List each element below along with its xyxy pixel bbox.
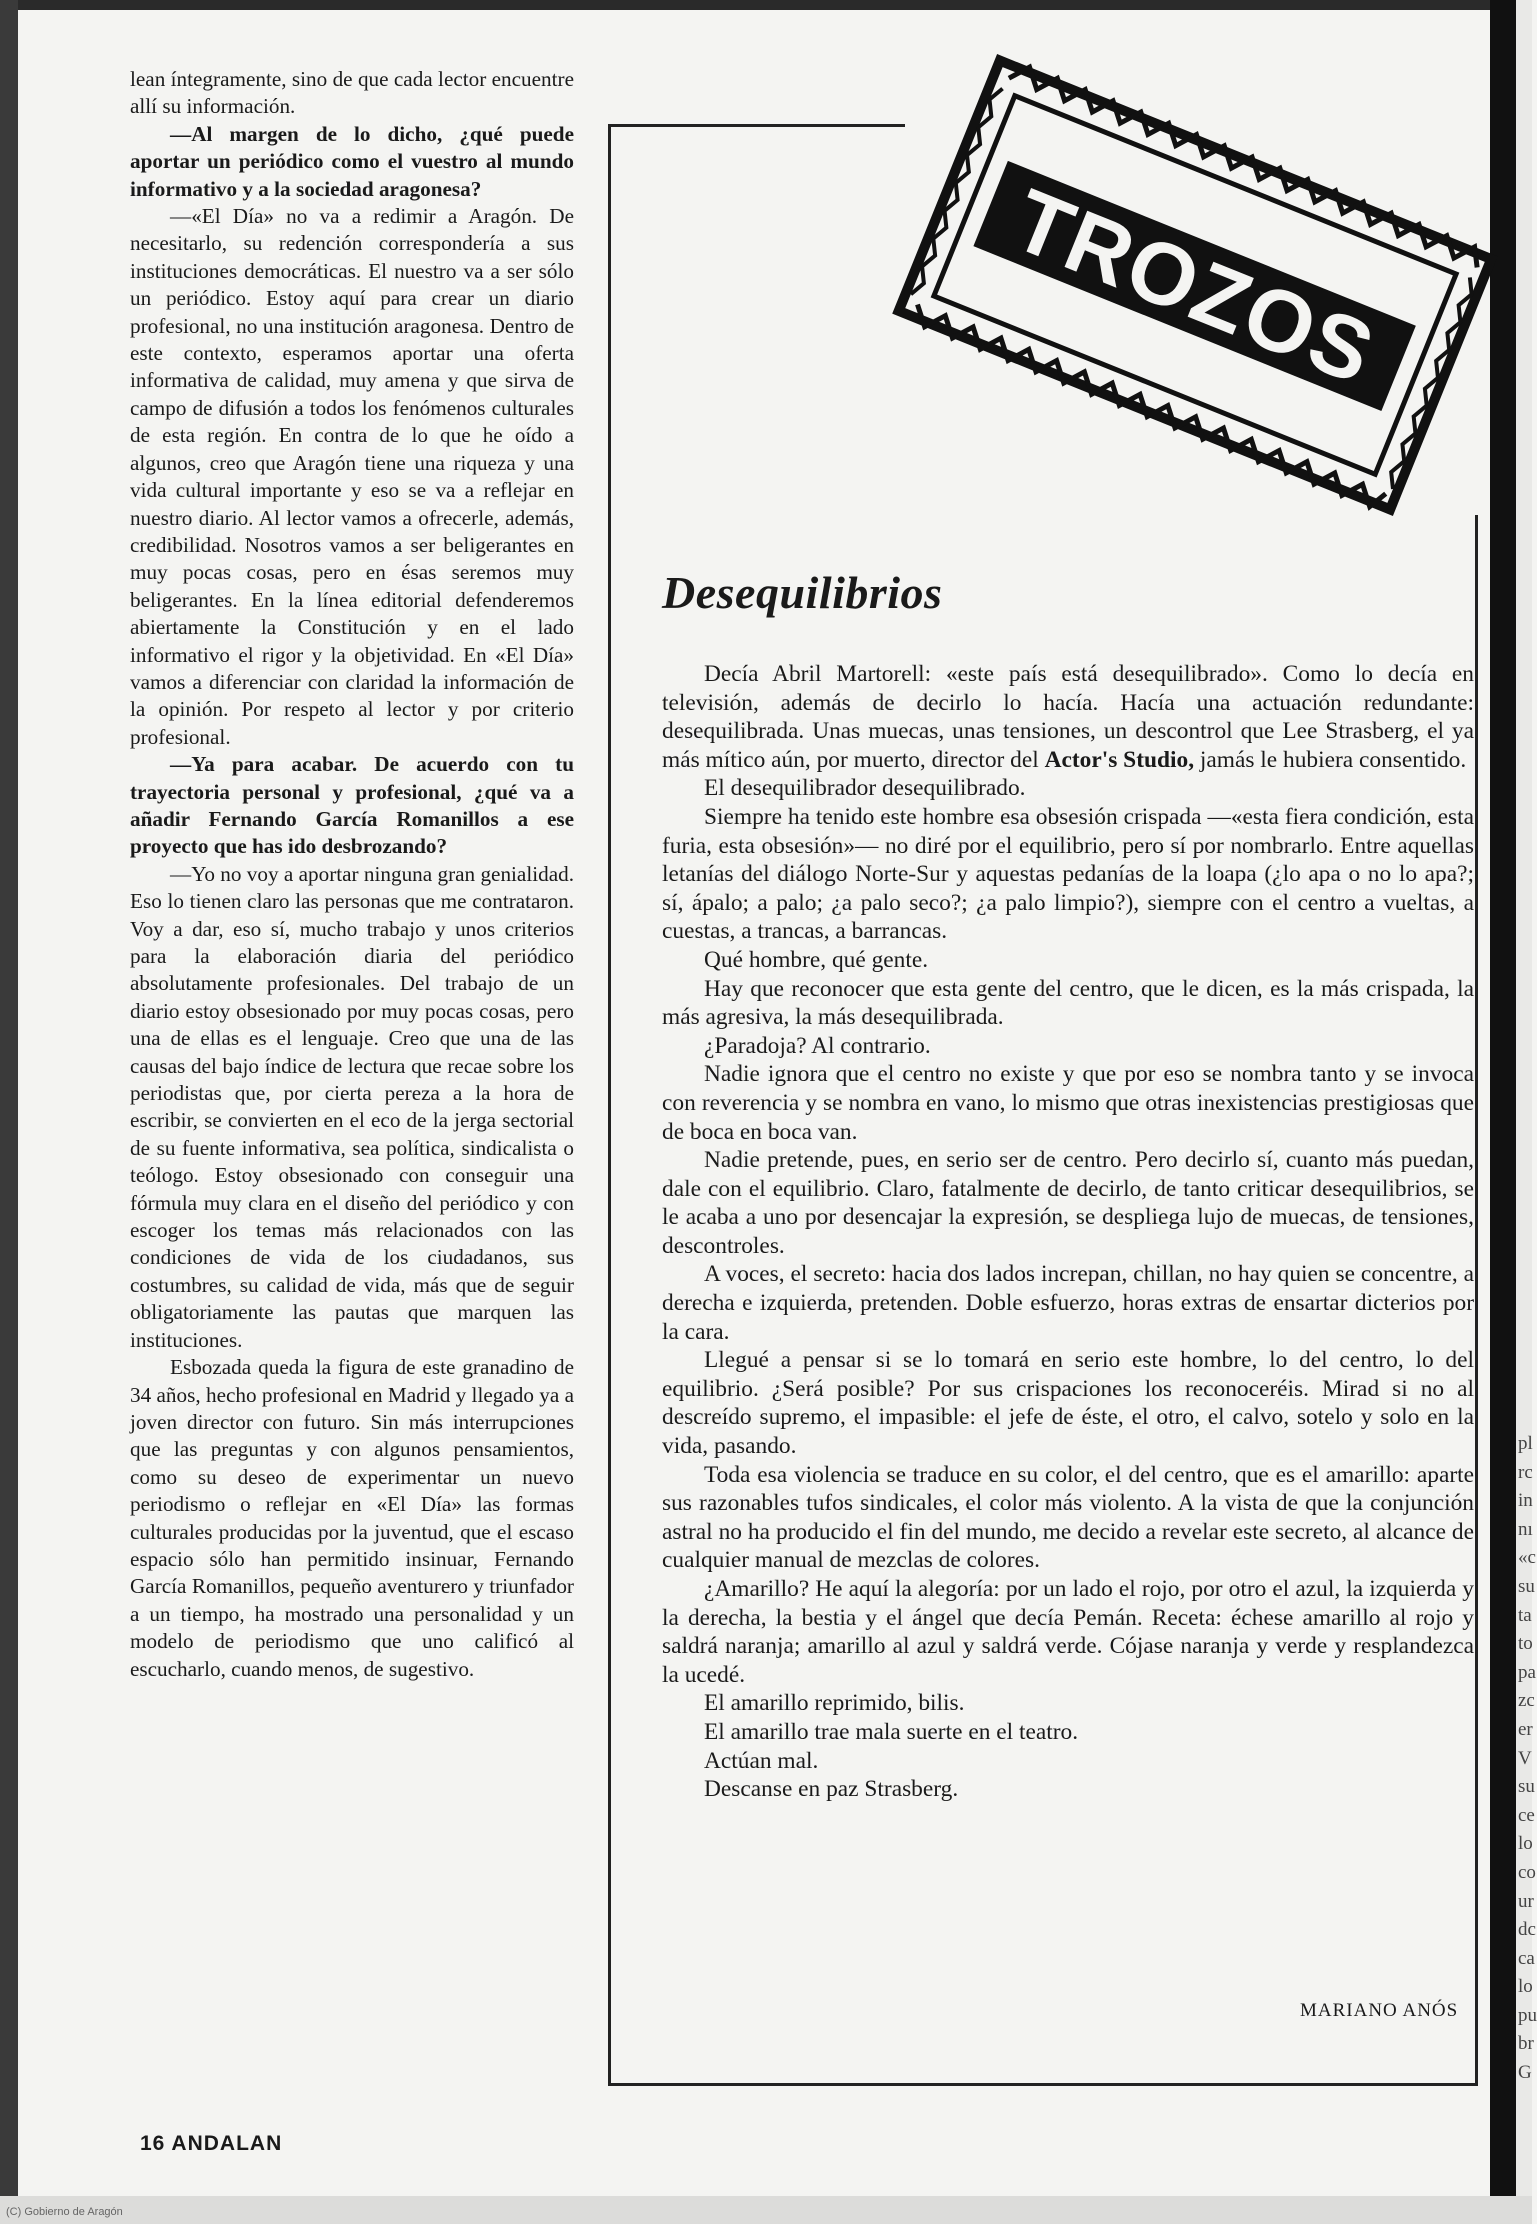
article-paragraph: Nadie pretende, pues, en serio ser de centro. Pero decirlo sí, cuanto más puedan, dale con el equilibrio. Claro, fatalmente de decirlo, de tanto criticar desequilibrios, se le acaba a uno por desencajar la expresión, se despliega lujo de muecas, de tensiones, descontroles. — [662, 1147, 1474, 1259]
article-paragraph: Llegué a pensar si se lo tomará en serio este hombre, lo del centro, lo del equilibrio. ¿Será posible? Por sus crispaciones los reconoceréis. Mirad si no al descreído supremo, el impasible: el jefe de éste, el otro, el calvo, sotelo y solo en la vida, pasando. — [662, 1347, 1474, 1460]
left-paragraph: lean íntegramente, sino de que cada lector encuentre allí su información. — [130, 67, 574, 119]
article-headline: Desequilibrios — [662, 567, 943, 618]
bleed-fragment: br — [1518, 2033, 1534, 2055]
article-paragraph: El amarillo reprimido, bilis. — [704, 1690, 965, 1717]
article-text: Decía Abril Martorell: «este país está desequilibrado». Como lo decía en televisión, además de decirlo lo hacía. Hacía una actuación redundante: desequilibrada. Unas muecas, unas tensiones, un descontrol que Lee Strasberg, el ya más mítico aún, por muerto, director del — [662, 661, 1474, 773]
bleed-fragment: dc — [1518, 1919, 1536, 1941]
scan-edge-left — [0, 0, 18, 2224]
adjacent-page-bleed-text — [1518, 1430, 1537, 2088]
article-paragraph: Toda esa violencia se traduce en su color, el del centro, que es el amarillo: aparte sus razonables tufos sindicales, el color más violento. A la vista de que la conjunción astral no ha producido el fin del mundo, me decido a revelar este secreto, al alcance de cualquier manual de mezclas de colores. — [662, 1461, 1474, 1574]
article-text: jamás le hubiera consentido. — [1194, 746, 1467, 773]
bleed-fragment: ta — [1518, 1604, 1532, 1626]
bleed-fragment: lo — [1518, 1833, 1533, 1855]
article-paragraph — [662, 660, 1474, 774]
closing-paragraph: Esbozada queda la figura de este granadino de 34 años, hecho profesional en Madrid y llegado ya a joven director con futuro. Sin más interrupciones que las preguntas y con algunos pensamientos, como su deseo de experimentar un nuevo periodismo o reflejar en «El Día» las formas culturales producidas por la juventud, que el escaso espacio sólo han permitido insinuar, Fernando García Romanillos, pequeño aventurero y triunfador a un tiempo, ha mostrado una personalidad y un modelo de periodismo que uno calificó al escucharlo, cuando menos, de sugestivo. — [130, 1355, 574, 1681]
bleed-fragment: «c — [1518, 1547, 1536, 1569]
article-paragraph: Qué hombre, qué gente. — [704, 946, 929, 973]
bleed-fragment: V — [1518, 1747, 1532, 1769]
bleed-fragment: nı — [1518, 1518, 1533, 1540]
article-byline: MARIANO ANÓS — [1300, 2000, 1459, 2021]
bleed-fragment: G — [1518, 2062, 1532, 2084]
bleed-fragment: in — [1518, 1490, 1533, 1512]
copyright-credit: (C) Gobierno de Aragón — [6, 2206, 123, 2218]
article-paragraph: Siempre ha tenido este hombre esa obsesión crispada —«esta fiera condición, esta furia, esta obsesión»— no diré por el equilibrio, pero sí por nombrarlo. Entre aquellas letanías del diálogo Norte-Sur y aquestas pedanías de la loapa (¿lo apa o no lo apa?; sí, ápalo; a palo; ¿a palo seco?; ¿a palo limpio?), siempre con el centro a vueltas, a cuestas, a trancas, a barrancas. — [662, 803, 1474, 945]
article-paragraph: Nadie ignora que el centro no existe y que por eso se nombra tanto y se invoca con reverencia y se nombra en vano, lo mismo que otras inexistencias prestigiosas que de boca en boca van. — [662, 1061, 1474, 1145]
article-body — [662, 660, 1474, 1804]
bleed-fragment: lo — [1518, 1976, 1533, 1998]
bleed-fragment: ur — [1518, 1890, 1534, 1912]
trozos-logo-text: TROZOS — [1000, 169, 1389, 404]
scan-edge-top — [0, 0, 1532, 10]
bleed-fragment: er — [1518, 1718, 1533, 1740]
interview-question: —Al margen de lo dicho, ¿qué puede aportar un periódico como el vuestro al mundo informativo y a la sociedad aragonesa? — [130, 121, 574, 201]
page-footer — [140, 2132, 282, 2156]
magazine-name: ANDALAN — [171, 2132, 283, 2155]
article-paragraph: El amarillo trae mala suerte en el teatro. — [704, 1718, 1079, 1745]
interview-question: —Ya para acabar. De acuerdo con tu trayectoria personal y profesional, ¿qué va a añadir Fernando García Romanillos a ese proyecto que has ido desbrozando? — [130, 752, 574, 859]
actors-studio-bold: Actor's Studio, — [1044, 746, 1195, 773]
bleed-fragment: co — [1518, 1861, 1536, 1883]
bleed-fragment: rc — [1518, 1461, 1533, 1483]
interview-answer: —«El Día» no va a redimir a Aragón. De necesitarlo, su redención correspondería a sus instituciones democráticas. El nuestro va a ser sólo un periódico. Estoy aquí para crear un diario profesional, no una institución aragonesa. Dentro de este contexto, esperamos aportar una oferta informativa de calidad, muy amena y que sirva de campo de difusión a todos los fenómenos culturales de esta región. En contra de lo que he oído a algunos, creo que Aragón tiene una riqueza y una vida cultural importante y eso se va a reflejar en nuestro diario. Al lector vamos a ofrecerle, además, credibilidad. Nosotros vamos a ser beligerantes en muy pocas cosas, pero en ésas seremos muy beligerantes. En la línea editorial defenderemos abiertamente la Constitución y en el lado informativo el rigor y la objetividad. En «El Día» vamos a diferenciar con claridad la información de la opinión. Por respeto al lector y por criterio profesional. — [130, 204, 574, 749]
page-number: 16 — [140, 2132, 166, 2155]
bleed-fragment: ca — [1518, 1947, 1535, 1969]
bleed-fragment: ce — [1518, 1804, 1535, 1826]
bleed-fragment: pl — [1518, 1433, 1533, 1454]
bleed-fragment: su — [1518, 1776, 1535, 1798]
bleed-fragment: to — [1518, 1633, 1533, 1655]
bleed-fragment: su — [1518, 1575, 1535, 1597]
article-paragraph: A voces, el secreto: hacia dos lados increpan, chillan, no hay quien se concentre, a derecha e izquierda, pretenden. Doble esfuerzo, horas extras de ensartar dicterios por la cara. — [662, 1261, 1474, 1345]
bleed-fragment: zc — [1518, 1690, 1535, 1712]
bleed-fragment: pa — [1518, 1661, 1536, 1683]
article-paragraph: Descanse en paz Strasberg. — [704, 1776, 959, 1803]
scan-edge-bottom — [0, 2196, 1532, 2224]
article-paragraph: ¿Amarillo? He aquí la alegoría: por un lado el rojo, por otro el azul, la izquierda y la derecha, la bestia y el ángel que decía Pemán. Receta: échese amarillo al rojo y saldrá naranja; amarillo al azul y saldrá verde. Cójase naranja y verde y resplandezca la ucedé. — [662, 1576, 1474, 1688]
bleed-fragment: pu — [1518, 2004, 1537, 2026]
interview-answer: —Yo no voy a aportar ninguna gran genialidad. Eso lo tienen claro las personas que me contrataron. Voy a dar, eso sí, mucho trabajo y unos criterios para la elaboración diaria del periódico absolutamente profesionales. Del trabajo de un diario estoy obsesionado por muy pocas cosas, pero una de ellas es el lenguaje. Creo que una de las causas del bajo índice de lectura que recae sobre los periodistas que, por cierta pereza a la hora de escribir, se convierten en el eco de la jerga sectorial de su fuente informativa, sea política, sindicalista o teólogo. Estoy obsesionado con conseguir una fórmula muy clara en el diseño del periódico y con escoger los temas más relacionados con las condiciones de vida de los ciudadanos, sus costumbres, su calidad de vida, más que de seguir obligatoriamente las pautas que marquen las instituciones. — [130, 861, 574, 1352]
article-paragraph: ¿Paradoja? Al contrario. — [704, 1032, 931, 1059]
left-column — [130, 66, 574, 1683]
scan-edge-right — [1490, 0, 1516, 2224]
trozos-stamp-logo — [905, 55, 1485, 515]
article-paragraph: Actúan mal. — [704, 1747, 819, 1774]
article-paragraph: Hay que reconocer que esta gente del centro, que le dicen, es la más crispada, la más agresiva, la más desequilibrada. — [662, 975, 1474, 1031]
article-paragraph: El desequilibrador desequilibrado. — [704, 775, 1026, 802]
